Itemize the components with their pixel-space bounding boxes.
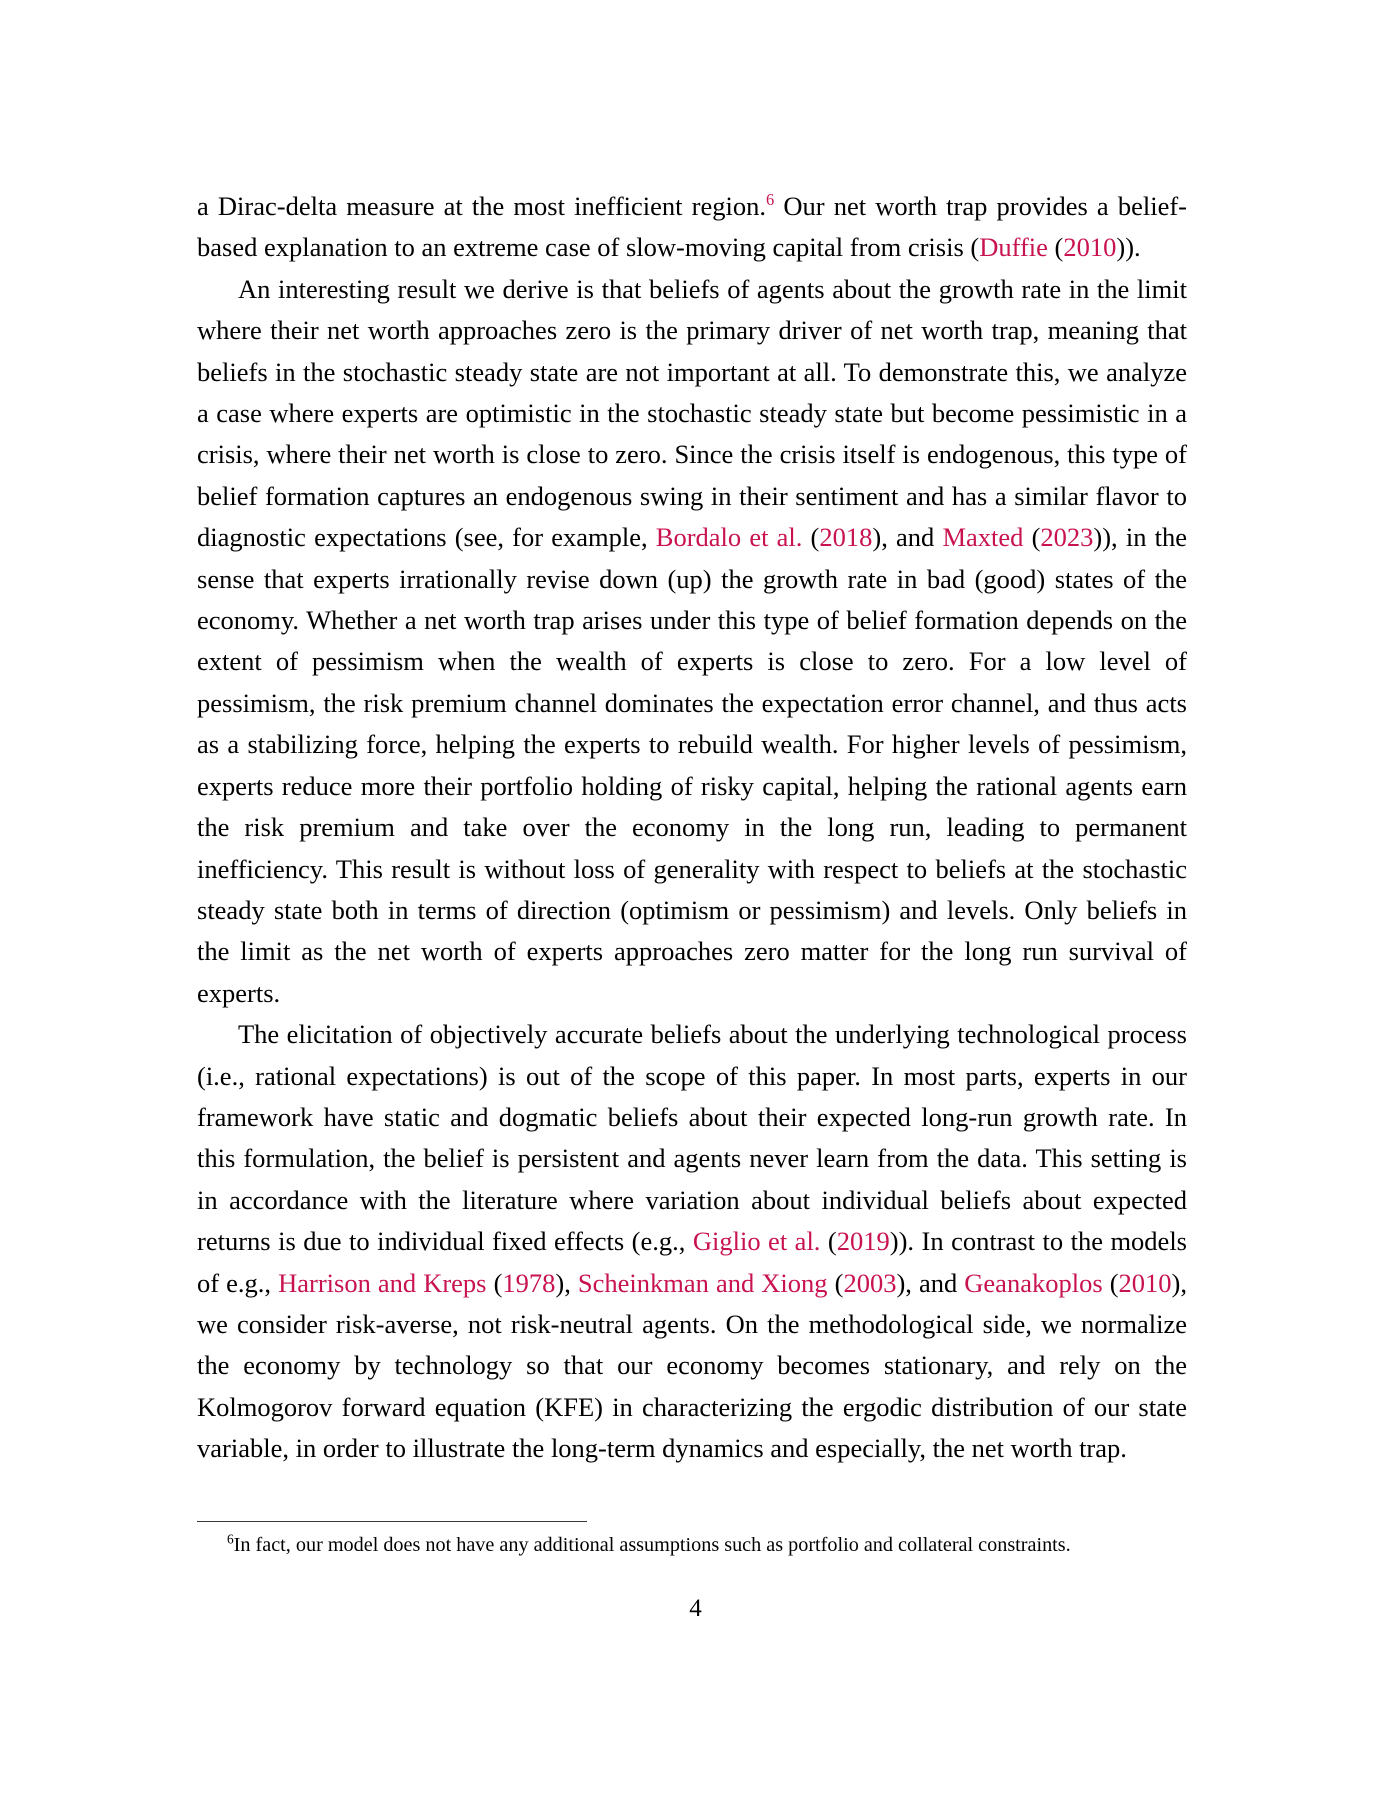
citation-link-harrison-kreps-author[interactable]: Harrison and Kreps — [278, 1267, 487, 1298]
paragraph-3-part-4: ( — [486, 1267, 503, 1298]
paragraph-3-part-5: ), — [555, 1267, 578, 1298]
paragraph-elicitation-beliefs — [197, 1014, 1187, 1469]
citation-link-scheinkman-xiong-year[interactable]: 2003 — [843, 1267, 897, 1298]
footnote-reference-marker[interactable]: 6 — [765, 190, 775, 210]
paragraph-1-part-1: a Dirac-delta measure at the most inefficient region. — [197, 191, 766, 221]
paragraph-2-part-1: An interesting result we derive is that beliefs of agents about the growth rate in the limit where their net worth approaches zero is the primary driver of net worth trap, meaning that beliefs in the stochastic steady state are not important at all. To demonstrate this, we analyze a case where experts are optimistic in the stochastic steady state but become pessimistic in a crisis, where their net worth is close to zero. Since the crisis itself is endogenous, this type of belief formation captures an endogenous swing in their sentiment and has a similar flavor to diagnostic expectations (see, for example, — [197, 273, 1187, 553]
paragraph-3-part-9: ), we consider risk-averse, not risk-neutral agents. On the methodological side, we normalize the economy by technology so that our economy becomes stationary, and rely on the Kolmogorov forward equation (KFE) in characterizing the ergodic distribution of our state variable, in order to illustrate the long-term dynamics and especially, the net worth trap. — [197, 1267, 1187, 1464]
citation-link-duffie-year[interactable]: 2010 — [1063, 232, 1117, 263]
citation-link-geanakoplos-year[interactable]: 2010 — [1118, 1267, 1172, 1298]
citation-link-bordalo-author[interactable]: Bordalo et al. — [655, 522, 803, 553]
footnote-separator-rule — [197, 1521, 587, 1522]
footnote-body-text: In fact, our model does not have any additional assumptions such as portfolio and collateral constraints. — [233, 1534, 1071, 1556]
paragraph-beliefs-growth-rate — [197, 269, 1187, 1014]
citation-link-duffie-author[interactable]: Duffie — [979, 232, 1048, 263]
page-body-text — [197, 186, 1187, 1470]
paragraph-3-part-3: )). In contrast to the models of e.g., — [197, 1226, 1187, 1298]
citation-link-scheinkman-xiong-author[interactable]: Scheinkman and Xiong — [577, 1267, 828, 1298]
paragraph-3-part-2: ( — [820, 1226, 837, 1257]
page-number: 4 — [689, 1595, 702, 1622]
paragraph-3-part-6: ( — [827, 1267, 844, 1298]
citation-link-maxted-author[interactable]: Maxted — [942, 522, 1024, 553]
paragraph-3-part-7: ), and — [896, 1267, 965, 1298]
paragraph-1-part-3: ( — [1047, 232, 1064, 263]
paragraph-continuation — [197, 186, 1187, 269]
paragraph-1-part-2: Our net worth trap provides a belief-based explanation to an extreme case of slow-moving capital from crisis ( — [197, 191, 1187, 263]
citation-link-maxted-year[interactable]: 2023 — [1040, 522, 1094, 553]
citation-link-giglio-author[interactable]: Giglio et al. — [692, 1226, 821, 1257]
citation-link-giglio-year[interactable]: 2019 — [836, 1226, 890, 1257]
paragraph-2-part-3: ), and — [872, 522, 943, 553]
citation-link-bordalo-year[interactable]: 2018 — [819, 522, 873, 553]
paragraph-2-part-2: ( — [802, 522, 820, 553]
paragraph-1-part-4: )). — [1116, 232, 1141, 263]
paragraph-2-part-5: )), in the sense that experts irrationally revise down (up) the growth rate in bad (good) states of the economy. Whether a net worth trap arises under this type of belief formation depends on the extent of pessimism when the wealth of experts is close to zero. For a low level of pessimism, the risk premium channel dominates the expectation error channel, and thus acts as a stabilizing force, helping the experts to rebuild wealth. For higher levels of pessimism, experts reduce more their portfolio holding of risky capital, helping the rational agents earn the risk premium and take over the economy in the long run, leading to permanent inefficiency. This result is without loss of generality with respect to beliefs at the stochastic steady state both in terms of direction (optimism or pessimism) and levels. Only beliefs in the limit as the net worth of experts approaches zero matter for the long run survival of experts. — [197, 522, 1188, 1008]
paragraph-3-part-8: ( — [1102, 1267, 1119, 1298]
citation-link-geanakoplos-author[interactable]: Geanakoplos — [964, 1267, 1103, 1298]
footnote-entry — [197, 1531, 1187, 1559]
paragraph-2-part-4: ( — [1023, 522, 1041, 553]
paragraph-3-part-1: The elicitation of objectively accurate beliefs about the underlying technological process (i.e., rational expectations) is out of the scope of this paper. In most parts, experts in our framework have static and dogmatic beliefs about their expected long-run growth rate. In this formulation, the belief is persistent and agents never learn from the data. This setting is in accordance with the literature where variation about individual beliefs about expected returns is due to individual fixed effects (e.g., — [197, 1019, 1187, 1257]
footnote-number: 6 — [227, 1531, 234, 1547]
citation-link-harrison-kreps-year[interactable]: 1978 — [502, 1267, 556, 1298]
footnote-area — [197, 1521, 1187, 1559]
